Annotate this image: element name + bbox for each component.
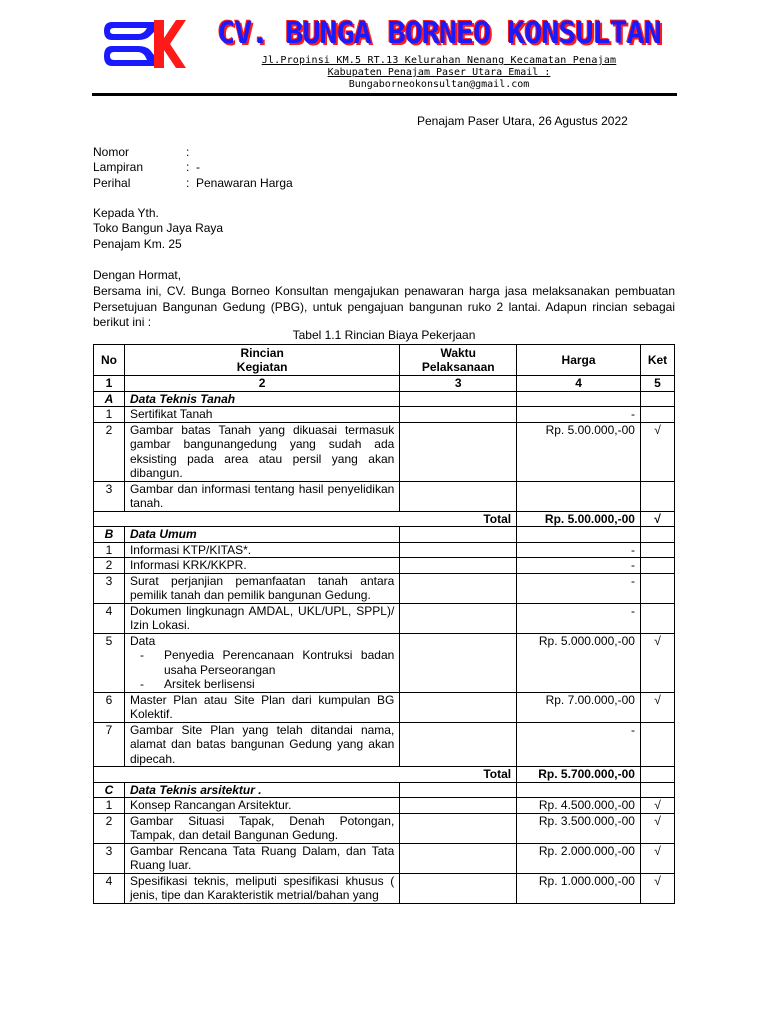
- row-ket: √: [640, 692, 674, 722]
- row-kegiatan: Informasi KTP/KITAS*.: [124, 542, 399, 558]
- total-label: Total: [94, 767, 517, 783]
- table-row: [94, 722, 675, 767]
- section-a-total-row: [94, 511, 675, 527]
- sub-item-dash: -: [139, 677, 144, 691]
- row-kegiatan: Gambar Site Plan yang telah ditandai nama, alamat dan batas bangunan Gedung yang akan dipecah.: [124, 722, 399, 767]
- row-no: 5: [94, 633, 125, 692]
- col-number: 3: [400, 376, 517, 392]
- recipient-name: Toko Bangun Jaya Raya: [93, 221, 224, 235]
- header-ket: Ket: [640, 345, 674, 376]
- table-row: [94, 407, 675, 423]
- table-row: [94, 603, 675, 633]
- row-no: 7: [94, 722, 125, 767]
- header-kegiatan-line2: Kegiatan: [236, 360, 288, 374]
- letter-body: Bersama ini, CV. Bunga Borneo Konsultan mengajukan penawaran harga jasa melaksanakan pembuatan Persetujuan Bangunan Gedung (PBG), untuk pengajuan bangunan ruko 2 lantai. Adapun rincian sebagai berikut ini :: [93, 284, 675, 329]
- row-ket: [640, 722, 674, 767]
- section-title: Data Teknis arsitektur .: [124, 782, 399, 798]
- row-kegiatan: [124, 633, 399, 692]
- field-sep-lampiran: :: [186, 160, 190, 174]
- row-ket: [640, 573, 674, 603]
- table-row: [94, 843, 675, 873]
- company-logo: [98, 16, 188, 72]
- row-no: 2: [94, 558, 125, 574]
- section-letter: A: [94, 391, 125, 407]
- row-no: 1: [94, 542, 125, 558]
- row-ket: [640, 407, 674, 423]
- section-b-header: [94, 527, 675, 543]
- section-b-total-row: [94, 767, 675, 783]
- row-ket: [640, 481, 674, 511]
- row-kegiatan: Gambar Rencana Tata Ruang Dalam, dan Tata Ruang luar.: [124, 843, 399, 873]
- row-ket: √: [640, 798, 674, 814]
- table-row: [94, 692, 675, 722]
- total-ket: [640, 767, 674, 783]
- table-row: [94, 542, 675, 558]
- table-row: [94, 573, 675, 603]
- table-row: [94, 422, 675, 481]
- recipient-line: Kepada Yth.: [93, 206, 159, 220]
- row-kegiatan: Surat perjanjian pemanfaatan tanah antara pemilik tanah dan pemilik bangunan Gedung.: [124, 573, 399, 603]
- table-row: [94, 798, 675, 814]
- row-no: 3: [94, 573, 125, 603]
- col-number: 2: [124, 376, 399, 392]
- row-ket: √: [640, 843, 674, 873]
- email-address: Bungaborneokonsultan@gmail.com: [348, 79, 530, 90]
- total-label: Total: [94, 511, 517, 527]
- section-title: Data Umum: [124, 527, 399, 543]
- field-value-perihal: Penawaran Harga: [196, 176, 293, 190]
- row-no: 3: [94, 843, 125, 873]
- row-kegiatan: Dokumen lingkunagn AMDAL, UKL/UPL, SPPL)/ Izin Lokasi.: [124, 603, 399, 633]
- row-harga: Rp. 4.500.000,-00: [517, 798, 641, 814]
- row-no: 6: [94, 692, 125, 722]
- sub-item: [130, 677, 394, 692]
- field-sep-perihal: :: [186, 176, 190, 190]
- row-harga: Rp. 3.500.000,-00: [517, 813, 641, 843]
- sub-item-text: Arsitek berlisensi: [163, 677, 255, 691]
- header-kegiatan-line1: Rincian: [240, 345, 284, 360]
- section-c-header: [94, 782, 675, 798]
- row-ket: [640, 603, 674, 633]
- row-harga: Rp. 5.000.000,-00: [517, 633, 641, 692]
- row-harga: Rp. 7.00.000,-00: [517, 692, 641, 722]
- row-no: 4: [94, 603, 125, 633]
- row-harga: Rp. 5.00.000,-00: [517, 422, 641, 481]
- header-waktu-line1: Waktu: [440, 345, 476, 360]
- row-harga: Rp. 2.000.000,-00: [517, 843, 641, 873]
- row-ket: √: [640, 873, 674, 903]
- row-harga: -: [517, 573, 641, 603]
- header-no: No: [94, 345, 125, 376]
- row-harga: [517, 481, 641, 511]
- row-no: 4: [94, 873, 125, 903]
- row-ket: [640, 542, 674, 558]
- row-no: 2: [94, 813, 125, 843]
- section-letter: C: [94, 782, 125, 798]
- header-kegiatan: [124, 345, 399, 376]
- table-row: [94, 558, 675, 574]
- table-caption: Tabel 1.1 Rincian Biaya Pekerjaan: [292, 328, 476, 342]
- sub-item-text: Penyedia Perencanaan Kontruksi badan usaha Perseorangan: [163, 648, 395, 677]
- row-no: 1: [94, 407, 125, 423]
- row-ket: √: [640, 813, 674, 843]
- col-number: 5: [640, 376, 674, 392]
- row-harga: -: [517, 722, 641, 767]
- row-harga: -: [517, 603, 641, 633]
- row-kegiatan: Gambar batas Tanah yang dikuasai termasuk gambar bangunangedung yang sudah ada eksisting pada area atau persil yang akan dibangun.: [124, 422, 399, 481]
- total-ket: √: [640, 511, 674, 527]
- row-ket: [640, 558, 674, 574]
- row-kegiatan: Master Plan atau Site Plan dari kumpulan BG Kolektif.: [124, 692, 399, 722]
- header-harga: Harga: [517, 345, 641, 376]
- row-no: 3: [94, 481, 125, 511]
- row-kegiatan-title: Data: [129, 633, 156, 648]
- row-kegiatan: Informasi KRK/KKPR.: [124, 558, 399, 574]
- row-harga: -: [517, 558, 641, 574]
- table-row: [94, 481, 675, 511]
- address-line-1: Jl.Propinsi KM.5 RT.13 Kelurahan Nenang Kecamatan Penajam: [261, 55, 617, 66]
- field-label-lampiran: Lampiran: [93, 160, 144, 174]
- row-harga: -: [517, 407, 641, 423]
- row-kegiatan: Spesifikasi teknis, meliputi spesifikasi khusus ( jenis, tipe dan Karakteristik metrial/bahan yang: [124, 873, 399, 903]
- column-number-row: [94, 376, 675, 392]
- row-ket: √: [640, 422, 674, 481]
- row-no: 2: [94, 422, 125, 481]
- section-letter: B: [94, 527, 125, 543]
- row-kegiatan: Gambar dan informasi tentang hasil penyelidikan tanah.: [124, 481, 399, 511]
- field-label-perihal: Perihal: [93, 176, 131, 190]
- cost-table: [93, 344, 675, 904]
- table-row: [94, 633, 675, 692]
- row-no: 1: [94, 798, 125, 814]
- row-ket: √: [640, 633, 674, 692]
- address-line-2: Kabupaten Penajam Paser Utara Email :: [327, 67, 551, 78]
- total-value: Rp. 5.00.000,-00: [517, 511, 641, 527]
- sub-item: [130, 648, 394, 677]
- place-date: Penajam Paser Utara, 26 Agustus 2022: [417, 114, 628, 128]
- row-kegiatan: Sertifikat Tanah: [124, 407, 399, 423]
- header-waktu-line2: Pelaksanaan: [421, 360, 495, 374]
- total-value: Rp. 5.700.000,-00: [517, 767, 641, 783]
- table-row: [94, 813, 675, 843]
- row-kegiatan: Gambar Situasi Tapak, Denah Potongan, Tampak, dan detail Bangunan Gedung.: [124, 813, 399, 843]
- field-sep-nomor: :: [186, 145, 190, 159]
- letterhead-divider: [92, 93, 677, 96]
- greeting: Dengan Hormat,: [93, 268, 182, 282]
- header-waktu: [400, 345, 517, 376]
- row-kegiatan: Konsep Rancangan Arsitektur.: [124, 798, 399, 814]
- col-number: 1: [94, 376, 125, 392]
- col-number: 4: [517, 376, 641, 392]
- section-title: Data Teknis Tanah: [124, 391, 399, 407]
- row-harga: Rp. 1.000.000,-00: [517, 873, 641, 903]
- sub-item-dash: -: [139, 648, 144, 662]
- table-row: [94, 873, 675, 903]
- field-value-lampiran: -: [196, 160, 200, 174]
- recipient-address: Penajam Km. 25: [93, 237, 182, 251]
- row-harga: -: [517, 542, 641, 558]
- section-a-header: [94, 391, 675, 407]
- company-name: CV. BUNGA BORNEO KONSULTAN: [217, 16, 661, 51]
- field-label-nomor: Nomor: [93, 145, 130, 159]
- table-header-row: [94, 345, 675, 376]
